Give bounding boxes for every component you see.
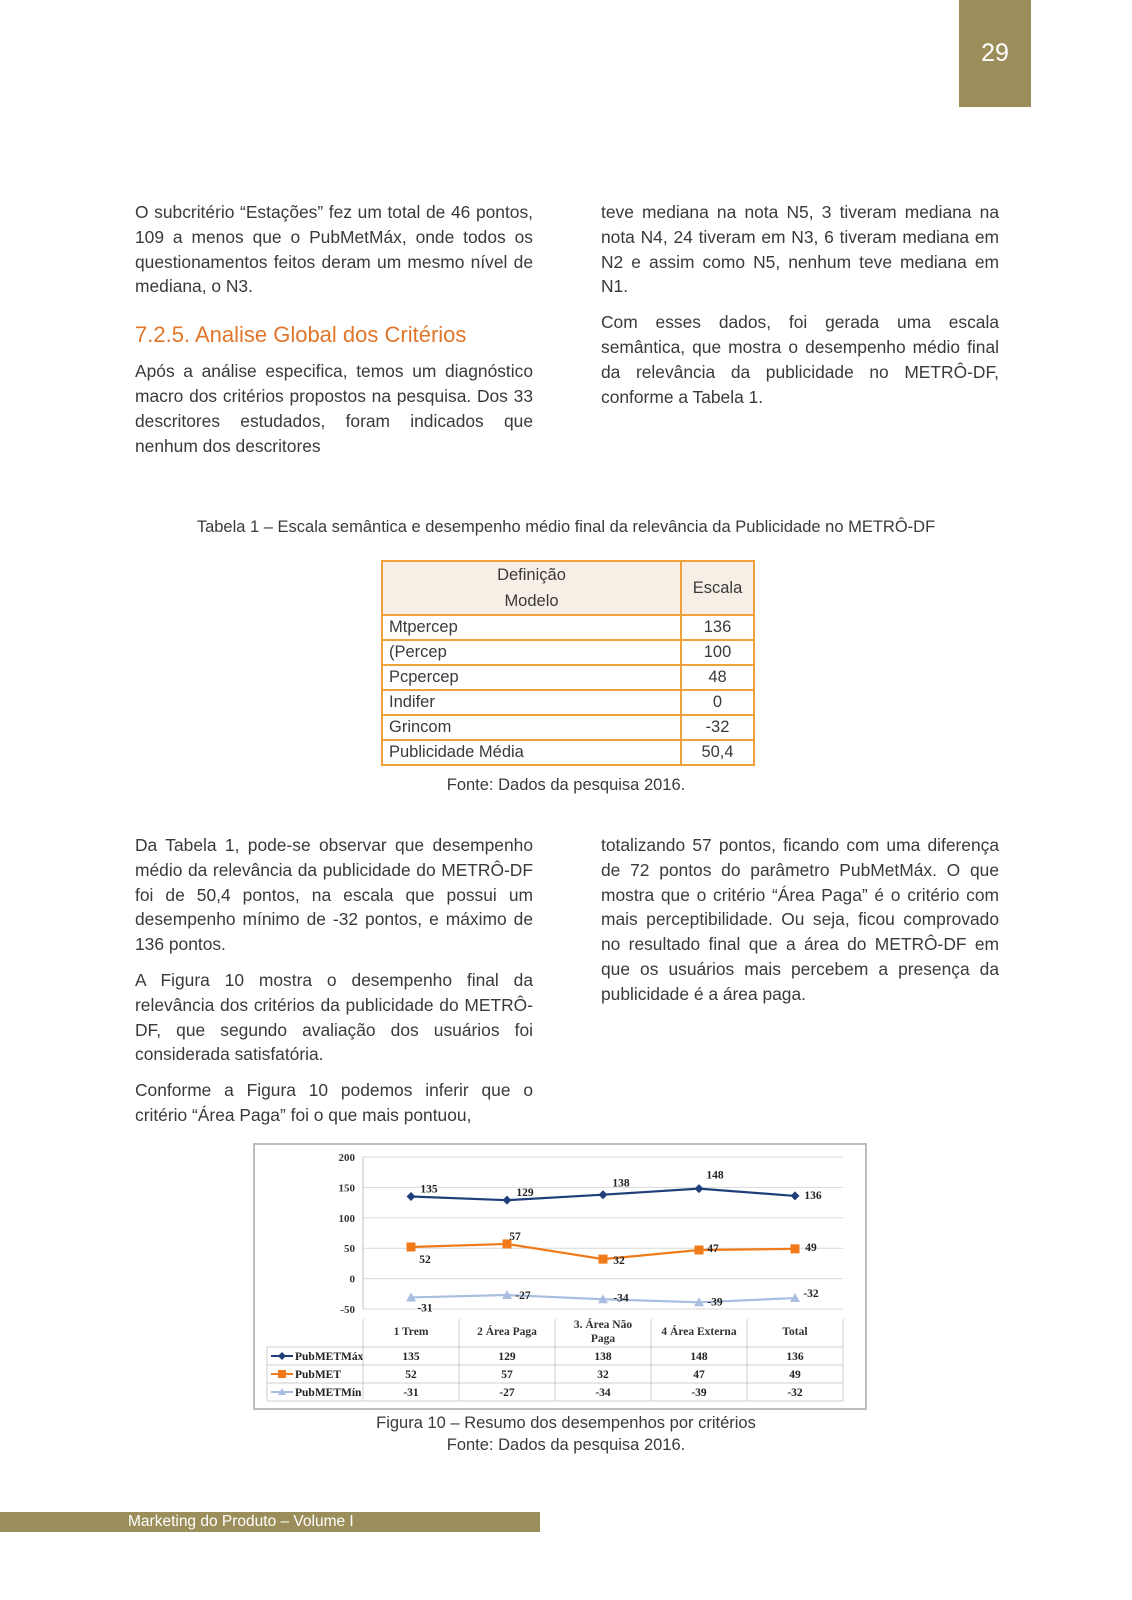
x-category-label: Paga	[590, 1333, 616, 1345]
x-category-label: 3. Área Não	[573, 1319, 633, 1331]
table-cell-value: -32	[787, 1387, 803, 1399]
row-name: (Percep	[382, 640, 681, 665]
header-definition	[382, 561, 681, 615]
legend-series-name: PubMETMáx	[295, 1351, 364, 1363]
row-name: Pcpercep	[382, 665, 681, 690]
line-chart-svg	[255, 1145, 861, 1404]
text-column-bottom-right	[601, 833, 999, 1018]
y-tick-label: 50	[344, 1243, 355, 1256]
table-cell-value: 52	[405, 1369, 417, 1381]
data-label: 148	[706, 1169, 724, 1182]
data-label: 138	[612, 1177, 630, 1190]
paragraph: Conforme a Figura 10 podemos inferir que o critério “Área Paga” foi o que mais pontuou,	[135, 1080, 533, 1125]
row-value: 100	[681, 640, 754, 665]
semantic-scale-table	[381, 560, 755, 766]
x-category-label: 1 Trem	[393, 1326, 429, 1338]
point-marker	[791, 1244, 800, 1253]
paragraph: A Figura 10 mostra o desempenho final da relevância dos critérios da publicidade do METRÔ-DF, que segundo avaliação dos usuários foi considerada satisfatória.	[135, 969, 533, 1065]
data-label: 129	[516, 1187, 534, 1200]
row-value: 136	[681, 615, 754, 640]
table-row	[382, 615, 754, 640]
table-cell-value: -39	[691, 1387, 707, 1399]
data-label: 57	[509, 1230, 521, 1243]
table-caption: Tabela 1 – Escala semântica e desempenho médio final da relevância da Publicidade no METRÔ-DF	[196, 518, 936, 536]
data-label: 52	[419, 1253, 431, 1266]
row-name: Grincom	[382, 715, 681, 740]
row-value: -32	[681, 715, 754, 740]
x-category-label: Total	[782, 1326, 808, 1338]
point-marker	[599, 1190, 608, 1199]
row-value: 48	[681, 665, 754, 690]
header-definition-line1: Definição	[497, 566, 566, 584]
y-tick-label: -50	[340, 1304, 355, 1316]
legend-key-marker	[278, 1370, 286, 1378]
figure-caption-block	[0, 1412, 1132, 1456]
x-category-label: 2 Área Paga	[477, 1326, 537, 1338]
y-tick-label: 100	[338, 1212, 355, 1225]
row-name: Publicidade Média	[382, 740, 681, 765]
point-marker	[407, 1242, 416, 1251]
table-row	[382, 715, 754, 740]
table-row	[382, 740, 754, 765]
footer-bar	[0, 1512, 540, 1532]
legend-key-marker	[278, 1352, 286, 1360]
paragraph: Com esses dados, foi gerada uma escala semântica, que mostra o desempenho médio final da relevância da publicidade no METRÔ-DF, conforme a Tabela 1.	[601, 312, 999, 407]
table-cell-value: 129	[498, 1351, 516, 1363]
legend-series-name: PubMET	[295, 1369, 342, 1381]
table-cell-value: 49	[789, 1369, 801, 1381]
table-cell-value: 32	[597, 1369, 609, 1381]
table-cell-value: 138	[594, 1351, 612, 1363]
text-column-bottom-left	[135, 833, 533, 1139]
row-value: 0	[681, 690, 754, 715]
x-category-label: 4 Área Externa	[661, 1326, 737, 1338]
figure-source: Fonte: Dados da pesquisa 2016.	[446, 1436, 686, 1454]
table-cell-value: -34	[595, 1387, 611, 1399]
point-marker	[695, 1184, 704, 1193]
paragraph: Da Tabela 1, pode-se observar que desempenho médio da relevância da publicidade do METRÔ-DF foi de 50,4 pontos, na escala que possui um desempenho mínimo de -32 pontos, e máximo de 136 pontos.	[135, 835, 533, 955]
point-marker	[503, 1196, 512, 1205]
data-label: 135	[420, 1183, 438, 1196]
page-number: 29	[981, 39, 1009, 67]
data-label: -32	[803, 1288, 819, 1301]
data-label: 47	[707, 1243, 719, 1256]
table-cell-value: 148	[690, 1351, 708, 1363]
paragraph: Após a análise especifica, temos um diagnóstico macro dos critérios propostos na pesquisa. Dos 33 descritores estudados, foram indicados que nenhum dos descritores	[135, 361, 533, 456]
row-value: 50,4	[681, 740, 754, 765]
y-tick-label: 0	[349, 1273, 355, 1286]
row-name: Mtpercep	[382, 615, 681, 640]
table-cell-value: 135	[402, 1351, 420, 1363]
table-row	[382, 640, 754, 665]
table-header-row	[382, 561, 754, 615]
table-cell-value: -27	[499, 1387, 515, 1399]
figure-caption: Figura 10 – Resumo dos desempenhos por critérios	[376, 1414, 756, 1432]
text-column-top-left	[135, 200, 533, 469]
table-cell-value: 57	[501, 1369, 513, 1381]
data-label: -27	[515, 1290, 531, 1303]
paragraph: teve mediana na nota N5, 3 tiveram mediana na nota N4, 24 tiveram em N3, 6 tiveram mediana em N2 e assim como N5, nenhum teve mediana em N1.	[601, 202, 999, 297]
text-column-top-right	[601, 200, 999, 420]
point-marker	[695, 1246, 704, 1255]
data-label: 49	[805, 1241, 817, 1254]
data-label: -31	[417, 1302, 433, 1315]
point-marker	[599, 1255, 608, 1264]
paragraph: totalizando 57 pontos, ficando com uma diferença de 72 pontos do parâmetro PubMetMáx. O que mostra que o critério “Área Paga” é o critério com mais perceptibilidade. Ou seja, ficou comprovado no resultado final que a área do METRÔ-DF em que os usuários mais percebem a presença da publicidade é a área paga.	[601, 835, 999, 1004]
y-tick-label: 150	[338, 1182, 355, 1195]
section-heading: 7.2.5. Analise Global dos Critérios	[135, 322, 467, 348]
table-cell-value: 47	[693, 1369, 705, 1381]
table-source: Fonte: Dados da pesquisa 2016.	[446, 776, 686, 794]
paragraph: O subcritério “Estações” fez um total de 46 pontos, 109 a menos que o PubMetMáx, onde todos os questionamentos feitos deram um mesmo nível de mediana, o N3.	[135, 202, 533, 297]
data-label: 32	[613, 1255, 625, 1268]
data-label: -39	[707, 1296, 723, 1309]
table-cell-value: -31	[403, 1387, 419, 1399]
legend-series-name: PubMETMín	[295, 1387, 362, 1399]
point-marker	[791, 1191, 800, 1200]
page-number-badge	[959, 0, 1031, 107]
table-row	[382, 665, 754, 690]
row-name: Indifer	[382, 690, 681, 715]
data-label: -34	[613, 1292, 629, 1305]
point-marker	[407, 1192, 416, 1201]
header-definition-line2: Modelo	[504, 592, 559, 610]
y-tick-label: 200	[338, 1152, 355, 1164]
header-scale: Escala	[681, 561, 754, 615]
table-row	[382, 690, 754, 715]
footer-text: Marketing do Produto – Volume I	[128, 1513, 354, 1530]
data-label: 136	[804, 1189, 822, 1202]
table-cell-value: 136	[786, 1351, 804, 1363]
figure-10-chart	[253, 1143, 867, 1410]
